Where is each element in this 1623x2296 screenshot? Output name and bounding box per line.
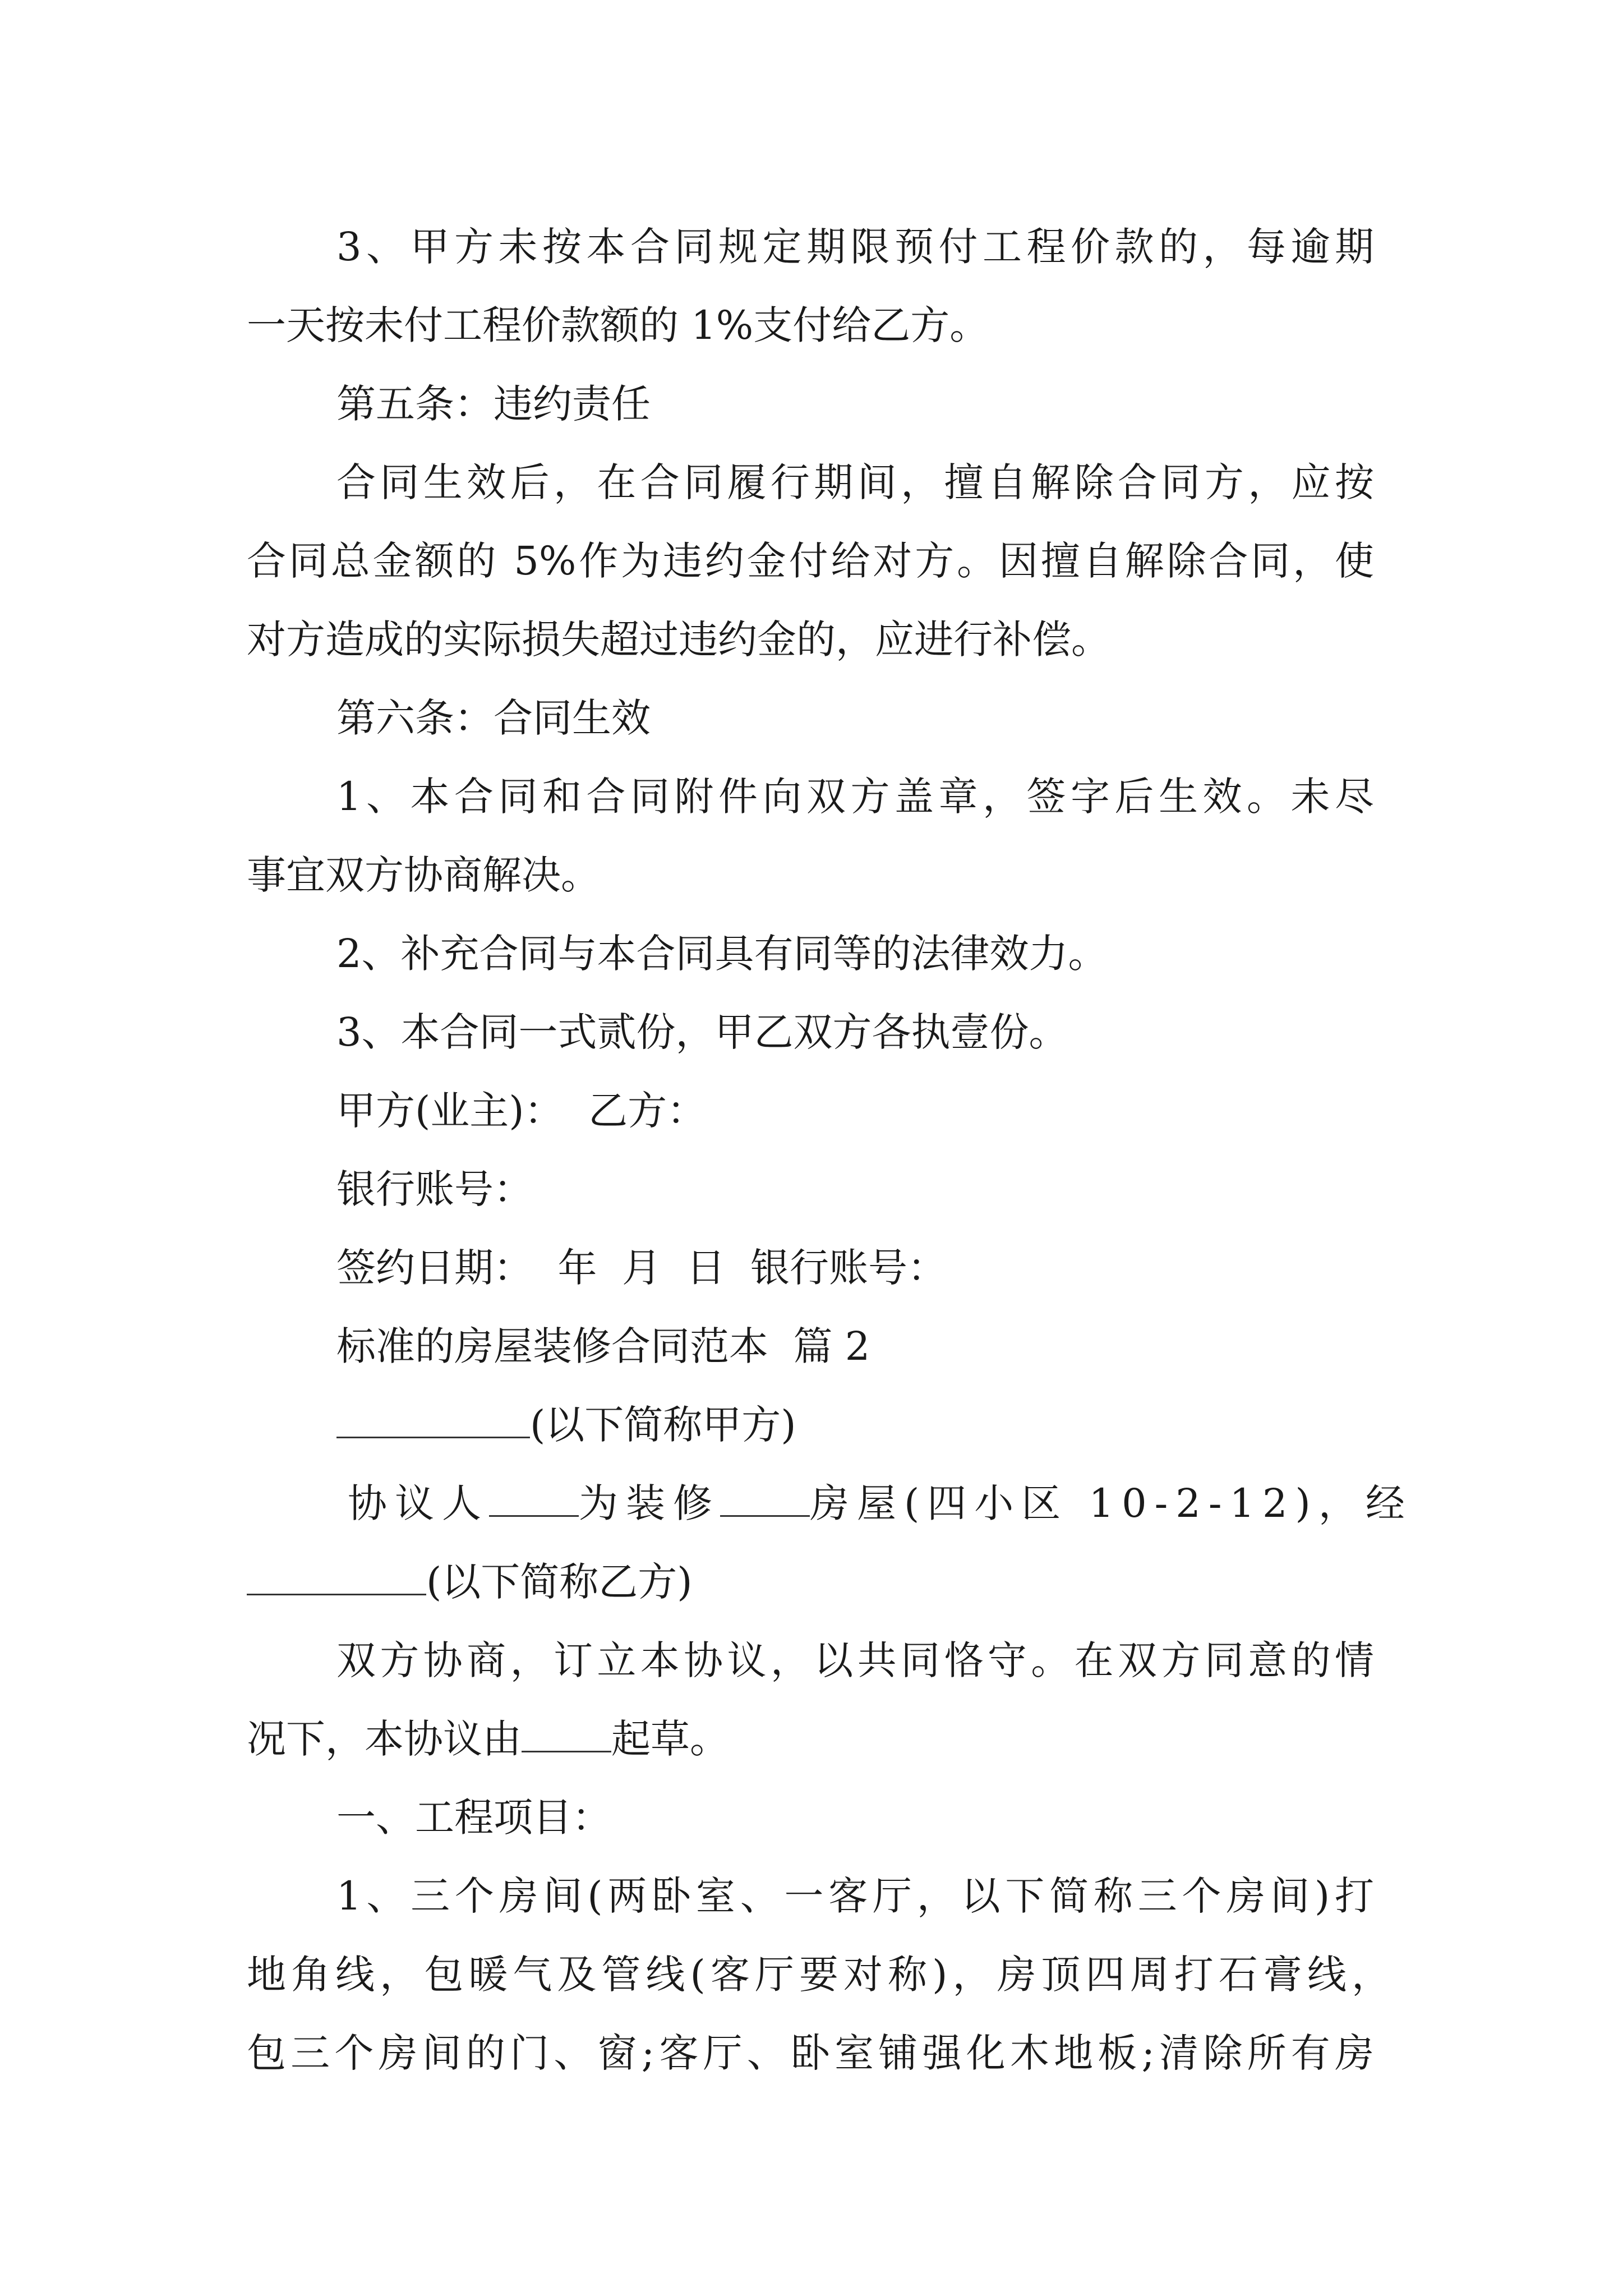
- section-one-line1: 1、三个房间(两卧室、一客厅，以下简称三个房间)打: [336, 1873, 1374, 1919]
- p1-line1: 3、甲方未按本合同规定期限预付工程价款的，每逾期: [336, 224, 1374, 270]
- p3-line1: 1、本合同和合同附件向双方盖章，签字后生效。未尽: [336, 774, 1374, 820]
- party-signature-line: 甲方(业主)： 乙方：: [336, 1088, 707, 1134]
- p9-line2: 况下，本协议由 起草。: [247, 1711, 729, 1767]
- signing-date-line: 签约日期： 年 月 日 银行账号：: [336, 1245, 947, 1291]
- party-a-blank: [336, 1397, 530, 1438]
- party-b-blank: [247, 1554, 426, 1595]
- p1-line2: 一天按未付工程价款额的 1%支付给乙方。: [247, 302, 989, 348]
- article-six-heading: 第六条：合同生效: [336, 695, 651, 741]
- bank-account-line: 银行账号：: [336, 1166, 533, 1212]
- article-five-heading: 第五条：违约责任: [336, 381, 651, 427]
- party-a-line: (以下简称甲方): [336, 1397, 796, 1453]
- agreement-blank-2: [720, 1476, 810, 1517]
- p2-line1: 合同生效后，在合同履行期间，擅自解除合同方，应按: [336, 459, 1374, 505]
- p4-line: 2、补充合同与本合同具有同等的法律效力。: [336, 931, 1108, 977]
- section-one-line2: 地角线，包暖气及管线(客厅要对称)，房顶四周打石膏线，: [247, 1952, 1391, 1998]
- drafter-blank: [522, 1711, 611, 1752]
- agreement-blank-1: [489, 1476, 579, 1517]
- p2-line2: 合同总金额的 5%作为违约金付给对方。因擅自解除合同，使: [247, 538, 1374, 584]
- p2-line3: 对方造成的实际损失超过违约金的，应进行补偿。: [247, 616, 1110, 662]
- part2-heading: 标准的房屋装修合同范本 篇 2: [336, 1323, 870, 1369]
- agreement-line: 协议人 为装修 房屋(四小区 10-2-12)，经: [348, 1475, 1413, 1531]
- section-one-line3: 包三个房间的门、窗;客厅、卧室铺强化木地板;清除所有房: [247, 2030, 1374, 2076]
- section-one-title: 一、工程项目：: [336, 1795, 611, 1841]
- p9-line1: 双方协商，订立本协议，以共同恪守。在双方同意的情: [336, 1637, 1374, 1683]
- p3-line2: 事宜双方协商解决。: [247, 852, 600, 898]
- p5-line: 3、本合同一式贰份，甲乙双方各执壹份。: [336, 1009, 1068, 1055]
- party-b-line: (以下简称乙方): [247, 1554, 693, 1610]
